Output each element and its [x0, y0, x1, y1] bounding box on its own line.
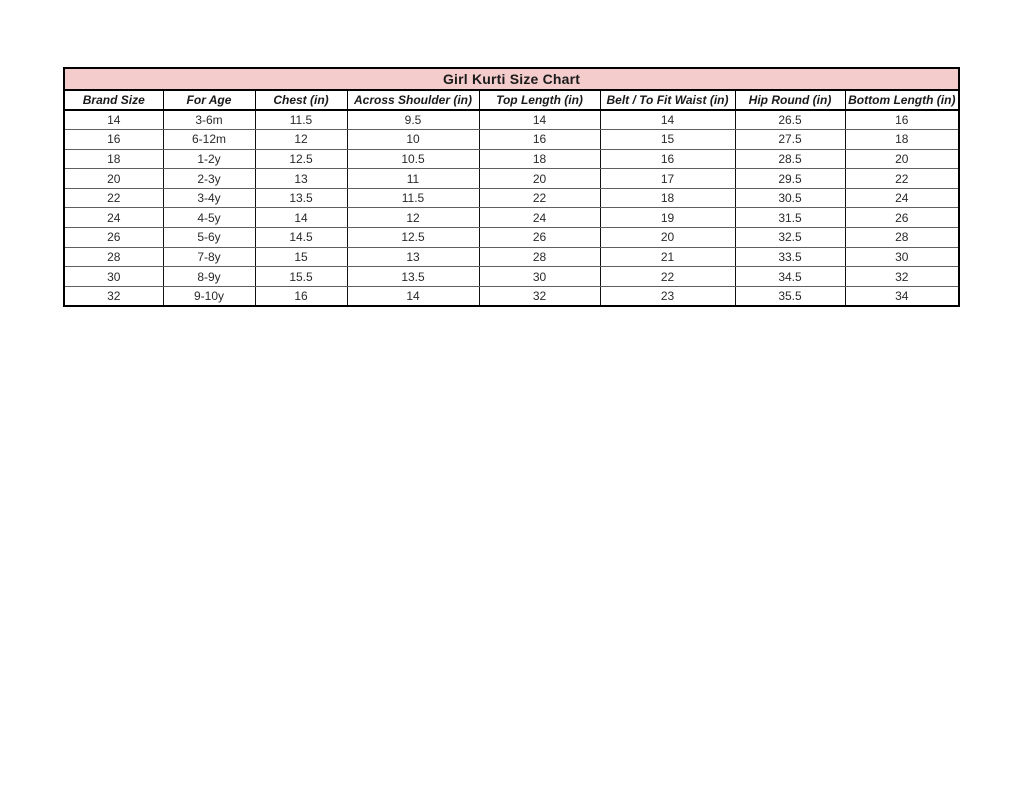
column-header: Brand Size	[64, 90, 163, 110]
table-title: Girl Kurti Size Chart	[64, 68, 959, 90]
table-cell: 14	[479, 110, 600, 130]
table-cell: 28	[845, 228, 959, 248]
table-cell: 17	[600, 169, 735, 189]
table-cell: 11.5	[347, 188, 479, 208]
table-cell: 22	[479, 188, 600, 208]
table-cell: 3-6m	[163, 110, 255, 130]
table-cell: 14	[255, 208, 347, 228]
table-cell: 31.5	[735, 208, 845, 228]
table-cell: 32.5	[735, 228, 845, 248]
table-cell: 13	[347, 247, 479, 267]
column-header: For Age	[163, 90, 255, 110]
table-cell: 26	[479, 228, 600, 248]
table-cell: 18	[600, 188, 735, 208]
table-cell: 16	[479, 130, 600, 150]
table-cell: 9-10y	[163, 286, 255, 306]
table-cell: 22	[64, 188, 163, 208]
table-cell: 24	[64, 208, 163, 228]
table-cell: 14.5	[255, 228, 347, 248]
table-cell: 18	[479, 149, 600, 169]
table-cell: 10.5	[347, 149, 479, 169]
table-row	[64, 247, 959, 267]
table-row	[64, 228, 959, 248]
column-header: Across Shoulder (in)	[347, 90, 479, 110]
table-row	[64, 110, 959, 130]
table-cell: 7-8y	[163, 247, 255, 267]
table-cell: 11.5	[255, 110, 347, 130]
table-cell: 15	[255, 247, 347, 267]
table-row	[64, 286, 959, 306]
table-cell: 12	[347, 208, 479, 228]
table-cell: 16	[255, 286, 347, 306]
column-header: Top Length (in)	[479, 90, 600, 110]
column-header: Belt / To Fit Waist (in)	[600, 90, 735, 110]
table-cell: 26.5	[735, 110, 845, 130]
table-cell: 22	[600, 267, 735, 287]
table-cell: 24	[845, 188, 959, 208]
table-cell: 8-9y	[163, 267, 255, 287]
table-row	[64, 267, 959, 287]
column-header: Bottom Length (in)	[845, 90, 959, 110]
table-cell: 23	[600, 286, 735, 306]
table-row	[64, 149, 959, 169]
table-cell: 14	[347, 286, 479, 306]
table-cell: 27.5	[735, 130, 845, 150]
column-header: Hip Round (in)	[735, 90, 845, 110]
table-cell: 3-4y	[163, 188, 255, 208]
table-cell: 30	[845, 247, 959, 267]
table-cell: 20	[64, 169, 163, 189]
table-cell: 15	[600, 130, 735, 150]
table-cell: 9.5	[347, 110, 479, 130]
table-cell: 12.5	[347, 228, 479, 248]
table-cell: 32	[64, 286, 163, 306]
table-cell: 19	[600, 208, 735, 228]
table-cell: 32	[845, 267, 959, 287]
table-title-row	[64, 68, 959, 90]
table-cell: 30	[64, 267, 163, 287]
table-cell: 34.5	[735, 267, 845, 287]
table-cell: 21	[600, 247, 735, 267]
table-cell: 4-5y	[163, 208, 255, 228]
table-cell: 14	[64, 110, 163, 130]
table-cell: 20	[600, 228, 735, 248]
table-cell: 12.5	[255, 149, 347, 169]
table-cell: 20	[479, 169, 600, 189]
table-cell: 26	[845, 208, 959, 228]
table-cell: 11	[347, 169, 479, 189]
table-cell: 13.5	[255, 188, 347, 208]
table-cell: 18	[64, 149, 163, 169]
table-header-row	[64, 90, 959, 110]
table-cell: 30.5	[735, 188, 845, 208]
table-row	[64, 169, 959, 189]
table-cell: 16	[64, 130, 163, 150]
table-cell: 22	[845, 169, 959, 189]
table-cell: 16	[600, 149, 735, 169]
table-cell: 12	[255, 130, 347, 150]
table-cell: 29.5	[735, 169, 845, 189]
table-cell: 18	[845, 130, 959, 150]
table-cell: 16	[845, 110, 959, 130]
table-cell: 33.5	[735, 247, 845, 267]
table-cell: 34	[845, 286, 959, 306]
table-cell: 2-3y	[163, 169, 255, 189]
table-cell: 14	[600, 110, 735, 130]
table-cell: 32	[479, 286, 600, 306]
table-cell: 24	[479, 208, 600, 228]
table-cell: 10	[347, 130, 479, 150]
table-cell: 1-2y	[163, 149, 255, 169]
column-header: Chest (in)	[255, 90, 347, 110]
table-cell: 13	[255, 169, 347, 189]
table-cell: 30	[479, 267, 600, 287]
table-row	[64, 208, 959, 228]
table-cell: 6-12m	[163, 130, 255, 150]
table-cell: 28.5	[735, 149, 845, 169]
table-cell: 5-6y	[163, 228, 255, 248]
table-cell: 28	[479, 247, 600, 267]
table-cell: 20	[845, 149, 959, 169]
table-row	[64, 130, 959, 150]
table-cell: 35.5	[735, 286, 845, 306]
size-chart-table	[63, 67, 960, 307]
table-cell: 28	[64, 247, 163, 267]
table-cell: 13.5	[347, 267, 479, 287]
table-row	[64, 188, 959, 208]
table-cell: 15.5	[255, 267, 347, 287]
table-cell: 26	[64, 228, 163, 248]
